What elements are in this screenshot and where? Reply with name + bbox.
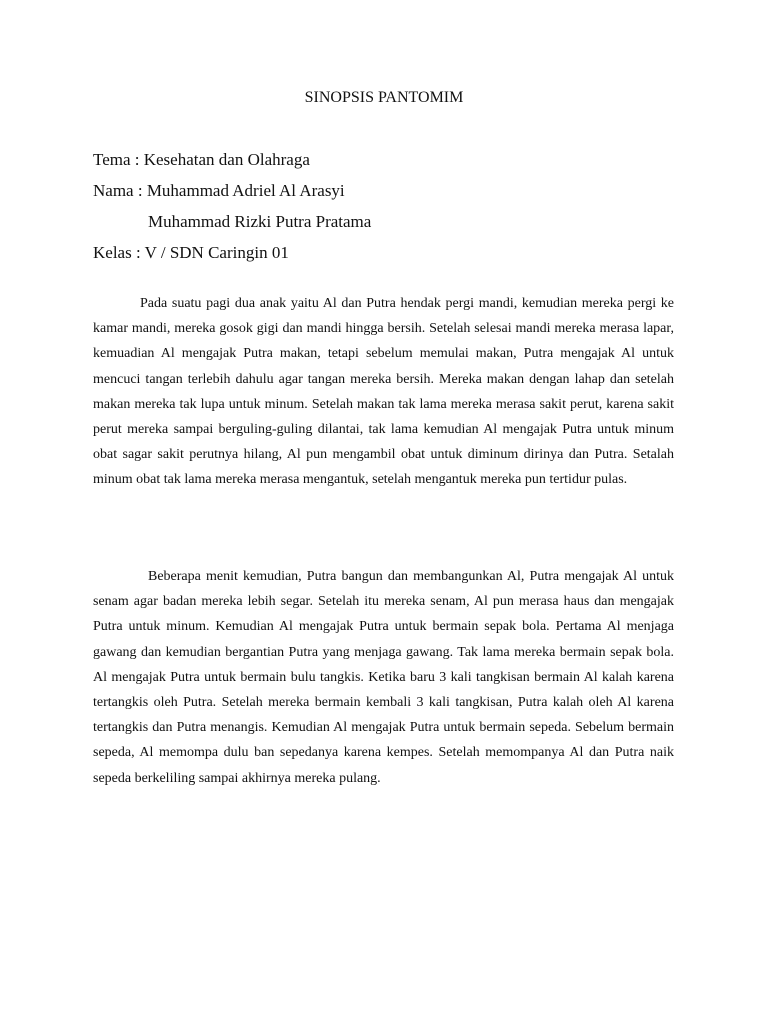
paragraph-2: Beberapa menit kemudian, Putra bangun dan membangunkan Al, Putra mengajak Al untuk senam agar badan mereka lebih segar. Setelah itu mereka senam, Al pun merasa haus dan mengajak Putra untuk minum. Kemudian Al mengajak Putra untuk bermain sepak bola. Pertama Al menjaga gawang dan kemudian bergantian Putra yang menjaga gawang. Tak lama mereka bermain sepak bola. Al mengajak Putra untuk bermain bulu tangkis. Ketika baru 3 kali tangkisan bermain Al kalah karena tertangkis oleh Putra. Setelah mereka bermain kembali 3 kali tangkisan, Putra kalah oleh Al karena tertangkis dan Putra menangis. Kemudian Al mengajak Putra untuk bermain sepeda. Sebelum bermain sepeda, Al memompa dulu ban sepedanya karena kempes. Setelah memompanya Al dan Putra naik sepeda berkeliling sampai akhirnya mereka pulang. — [93, 569, 674, 786]
meta-kelas: Kelas : V / SDN Caringin 01 — [93, 243, 289, 262]
document-title: SINOPSIS PANTOMIM — [304, 89, 464, 106]
meta-nama: Nama : Muhammad Adriel Al Arasyi — [93, 181, 345, 200]
meta-nama-second: Muhammad Rizki Putra Pratama — [148, 212, 372, 231]
paragraph-1: Pada suatu pagi dua anak yaitu Al dan Putra hendak pergi mandi, kemudian mereka pergi ke kamar mandi, mereka gosok gigi dan mandi hingga bersih. Setelah selesai mandi mereka merasa lapar, kemuadian Al mengajak Putra makan, tetapi sebelum memulai makan, Putra mengajak Al untuk mencuci tangan terlebih dahulu agar tangan mereka bersih. Mereka makan dengan lahap dan setelah makan mereka tak lupa untuk minum. Setelah makan tak lama mereka merasa sakit perut, karena sakit perut mereka sampai berguling-guling dilantai, tak lama kemudian Al mengajak Putra untuk minum obat sagar sakit perutnya hilang, Al pun mengambil obat untuk diminum dirinya dan Putra. Setalah minum obat tak lama mereka merasa mengantuk, setelah mengantuk mereka pun tertidur pulas. — [93, 296, 674, 488]
document-meta — [93, 144, 683, 268]
meta-tema: Tema : Kesehatan dan Olahraga — [93, 150, 310, 169]
